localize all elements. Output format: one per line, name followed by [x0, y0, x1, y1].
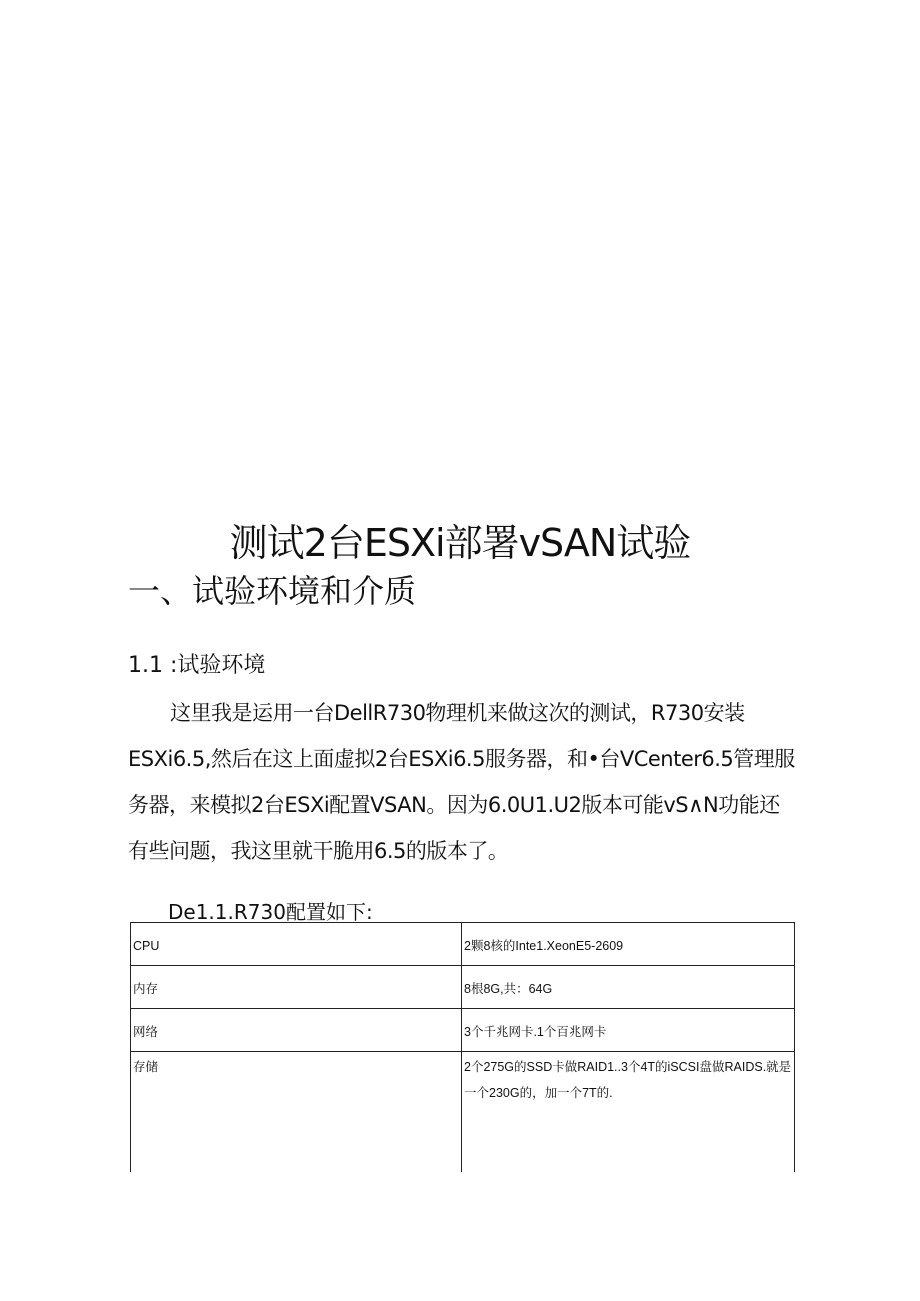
table-row: [131, 923, 795, 966]
row-value: 3个千兆网卡.1个百兆网卡: [462, 1009, 795, 1052]
row-label: 网络: [131, 1009, 462, 1052]
row-value: 2颗8核的Inte1.XeonE5-2609: [462, 923, 795, 966]
subsection-heading: 1.1 :试验环境: [128, 653, 266, 678]
table-caption: De1.1.R730配置如下:: [168, 900, 373, 924]
row-value: 8根8G,共：64G: [462, 966, 795, 1009]
document-title: 测试2台ESXi部署vSAN试验: [229, 521, 691, 565]
section-heading: 一、试验环境和介质: [128, 572, 417, 610]
server-config-table: [130, 922, 795, 1172]
table-row: [131, 1052, 795, 1173]
row-value: 2个275G的SSD卡做RAID1..3个4T的iSCSI盘做RAIDS.就是一个230G的，加一个7T的.: [462, 1052, 795, 1173]
body-paragraph: 这里我是运用一台DellR730物理机来做这次的测试，R730安装ESXi6.5,然后在这上面虚拟2台ESXi6.5服务器，和•台VCenter6.5管理服务器，来模拟2台ESXi配置VSAN。因为6.0U1.U2版本可能vS∧N功能还有些问题，我这里就干脆用6.5的版本了。: [128, 701, 795, 863]
table-row: [131, 1009, 795, 1052]
row-label: 存储: [131, 1052, 462, 1173]
row-label: CPU: [131, 923, 462, 966]
row-label: 内存: [131, 966, 462, 1009]
table-row: [131, 966, 795, 1009]
